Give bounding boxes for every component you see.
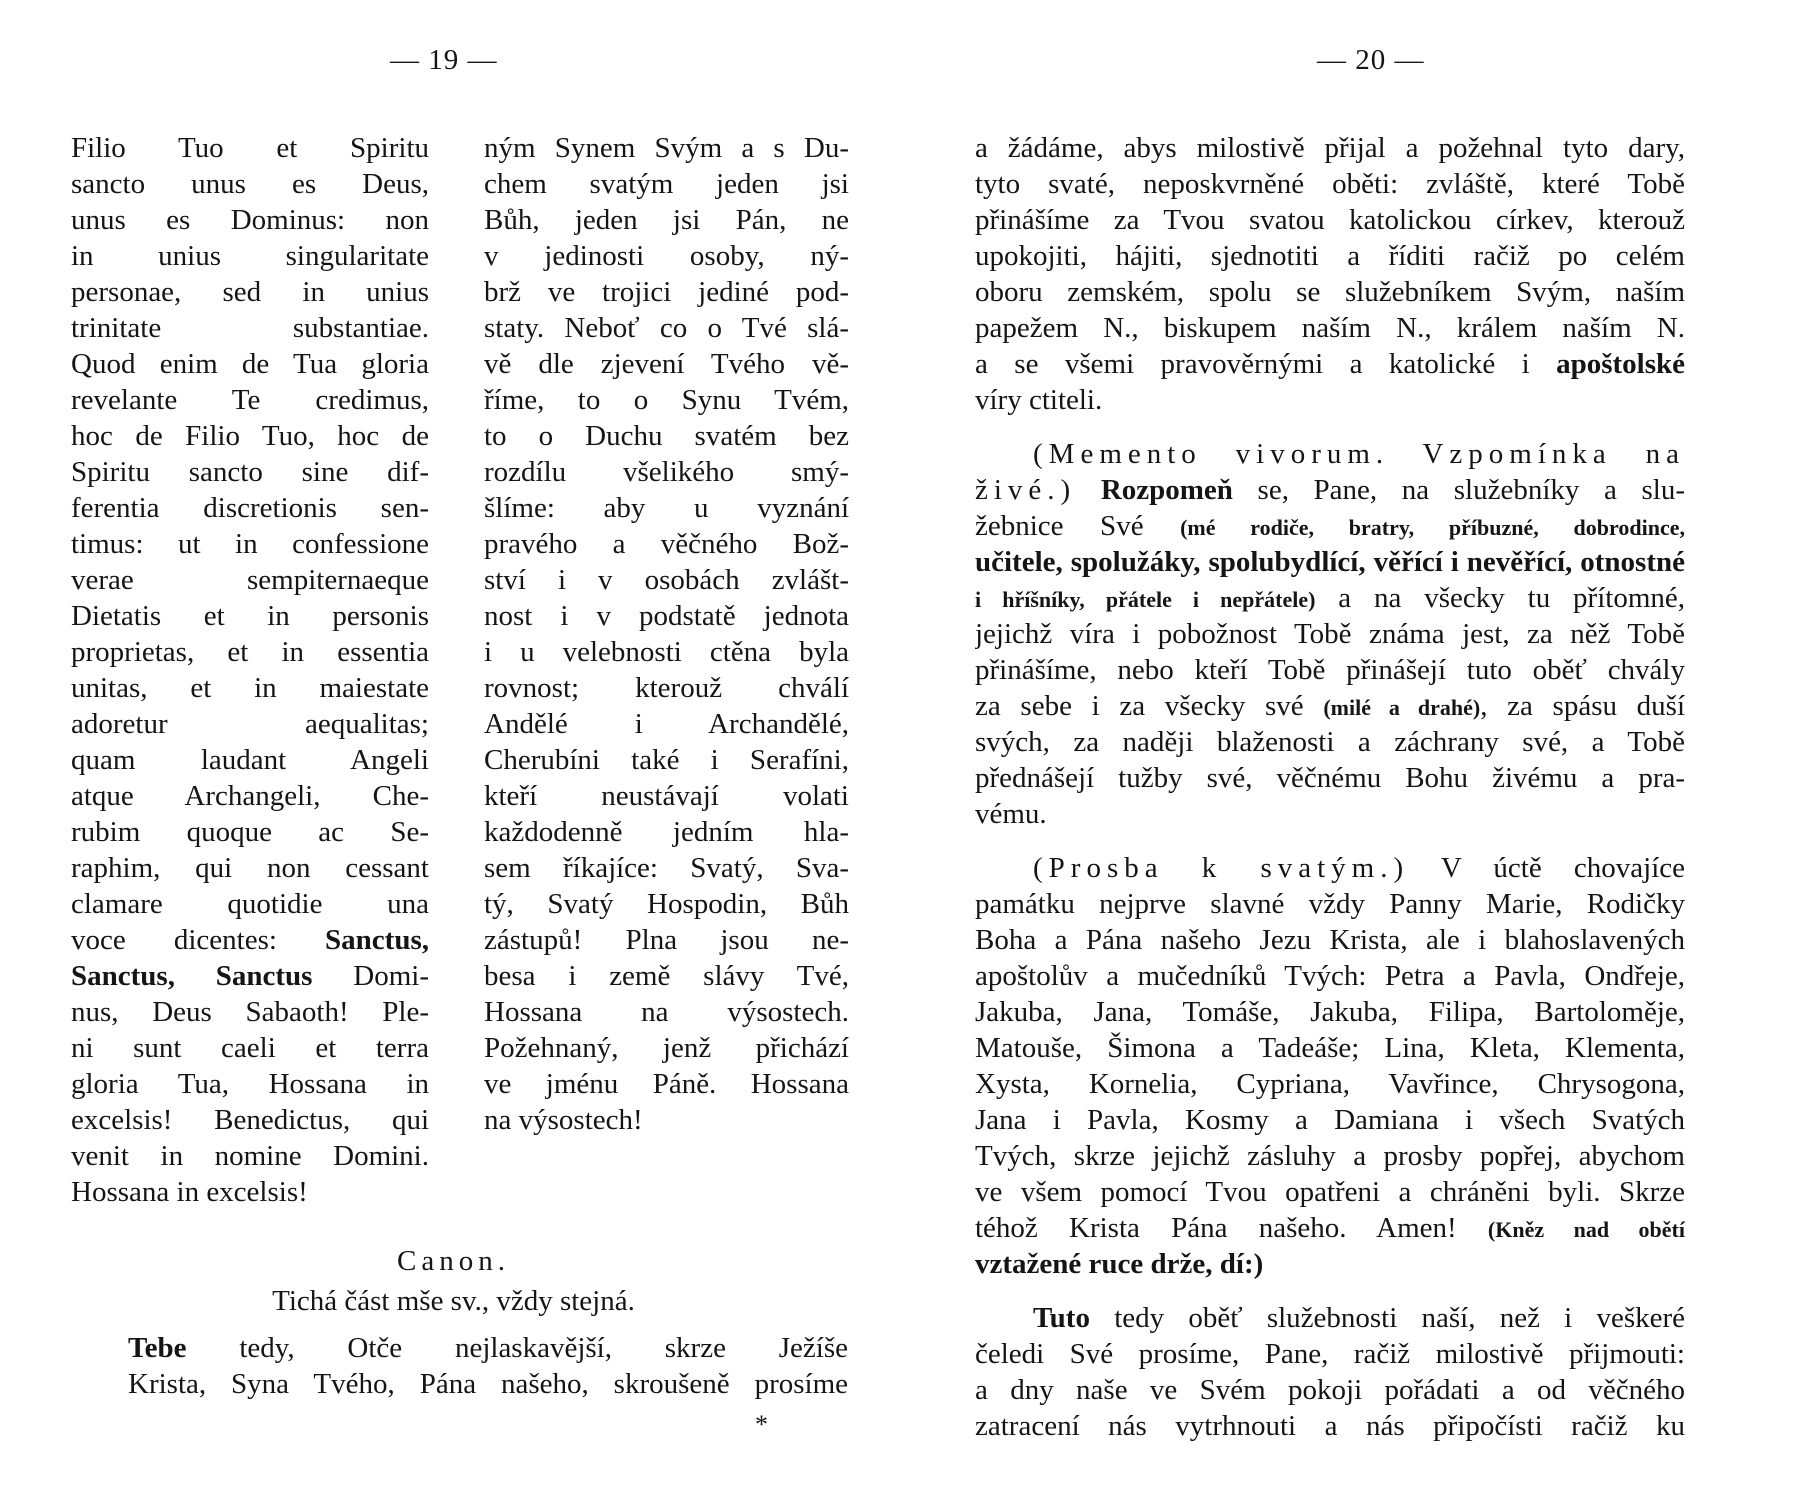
text-line: atque Archangeli, Che- [71, 780, 429, 812]
text-line: ve jménu Páně. Hossana [484, 1068, 849, 1100]
text-line: zástupů! Plna jsou ne- [484, 924, 849, 956]
sanctus-bold: Sanctus, Sanctus [71, 960, 313, 992]
text-line [975, 472, 1685, 508]
page-number: — 19 — [390, 44, 498, 76]
right-text-column [975, 130, 1685, 1444]
text-line: památku nejprve slavné vždy Panny Marie, Rodičky [975, 888, 1685, 920]
text-run: Domi- [353, 960, 429, 992]
rubric: vztažené ruce drže, dí:) [975, 1248, 1264, 1280]
section-heading: (Memento vivorum. Vzpomínka na [1033, 438, 1685, 470]
paragraph-gap [975, 1282, 1685, 1300]
text-line: rubim quoque ac Se- [71, 816, 429, 848]
text-run: a se všemi pravověrnými a katolické i [975, 348, 1530, 380]
text-line: revelante Te credimus, [71, 384, 429, 416]
drop-word: Tuto [1033, 1302, 1090, 1334]
text-line: brž ve trojici jediné pod- [484, 276, 849, 308]
text-line: kteří neustávají volati [484, 780, 849, 812]
text-line: quam laudant Angeli [71, 744, 429, 776]
text-line [975, 508, 1685, 544]
text-line: svých, za naději blaženosti a záchrany své, a Tobě [975, 726, 1685, 758]
text-line: pravého a věčného Bož- [484, 528, 849, 560]
text-line [975, 436, 1685, 472]
text-line: raphim, qui non cessant [71, 852, 429, 884]
text-line: proprietas, et in essentia [71, 636, 429, 668]
text-line: rozdílu všelikého smý- [484, 456, 849, 488]
text-line: víry ctiteli. [975, 384, 1103, 416]
text-line: ve všem pomocí Tvou opatřeni a chráněni byli. Skrze [975, 1176, 1685, 1208]
text-line: přinášíme, nebo kteří Tobě přinášejí tuto oběť chvály [975, 654, 1685, 686]
paragraph-gap [975, 832, 1685, 850]
text-line: nus, Deus Sabaoth! Ple- [71, 996, 429, 1028]
text-line: clamare quotidie una [71, 888, 429, 920]
text-line: i u velebnosti ctěna byla [484, 636, 849, 668]
text-line: apoštolův a mučedníků Tvých: Petra a Pavla, Ondřeje, [975, 960, 1685, 992]
section-heading: živé.) [975, 474, 1077, 506]
latin-column [71, 130, 429, 1210]
canon-subheading: Tichá část mše sv., vždy stejná. [272, 1285, 635, 1317]
text-line: Jana i Pavla, Kosmy a Damiana i všech Svatých [975, 1104, 1685, 1136]
text-line: Hossana in excelsis! [71, 1176, 308, 1208]
bold-word: apoštolské [1556, 348, 1685, 380]
rubric: (mé rodiče, bratry, příbuzné, dobrodince, [1180, 515, 1685, 540]
paragraph-gap [975, 418, 1685, 436]
rubric: (Kněz nad obětí [1487, 1217, 1685, 1242]
text-line [71, 922, 429, 958]
text-line: unus es Dominus: non [71, 204, 429, 236]
text-run: tedy oběť služebnosti naší, než i veškeré [1089, 1302, 1685, 1334]
text-line: to o Duchu svatém bez [484, 420, 849, 452]
text-line [975, 850, 1685, 886]
text-line: chem svatým jeden jsi [484, 168, 849, 200]
text-line [975, 580, 1685, 616]
sanctus-bold: Sanctus, [325, 924, 429, 956]
text-line: papežem N., biskupem naším N., králem naším N. [975, 312, 1685, 344]
text-line: a žádáme, abys milostivě přijal a požehnal tyto dary, [975, 132, 1685, 164]
text-line: sancto unus es Deus, [71, 168, 429, 200]
text-line: Boha a Pána našeho Jezu Krista, ale i blahoslavených [975, 924, 1685, 956]
text-run: a na všecky tu přítomné, [1315, 582, 1685, 614]
text-run: V úctě chovajíce [1409, 852, 1685, 884]
text-line: ferentia discretionis sen- [71, 492, 429, 524]
text-line: sem říkajíce: Svatý, Sva- [484, 852, 849, 884]
text-line: tyto svaté, neposkvrněné oběti: zvláště, které Tobě [975, 168, 1685, 200]
text-line [975, 688, 1685, 724]
page-number: — 20 — [1317, 44, 1425, 76]
text-line: vě dle zjevení Tvého vě- [484, 348, 849, 380]
text-run: žebnice Své [975, 510, 1181, 542]
canon-paragraph [128, 1330, 848, 1402]
text-line: šlíme: aby u vyznání [484, 492, 849, 524]
text-line: oboru zemském, spolu se služebníkem Svým, naším [975, 276, 1685, 308]
text-line: timus: ut in confessione [71, 528, 429, 560]
text-line: Tvých, skrze jejichž zásluhy a prosby popřej, abychom [975, 1140, 1685, 1172]
text-line: personae, sed in unius [71, 276, 429, 308]
text-run: voce dicentes: [71, 924, 277, 956]
text-line: staty. Neboť co o Tvé slá- [484, 312, 849, 344]
text-line: v jedinosti osoby, ný- [484, 240, 849, 272]
text-line: každodenně jedním hla- [484, 816, 849, 848]
text-line: vému. [975, 798, 1047, 830]
text-line: Matouše, Šimona a Tadeáše; Lina, Kleta, Klementa, [975, 1032, 1685, 1064]
text-line: upokojiti, hájiti, sjednotiti a říditi račiž po celém [975, 240, 1685, 272]
text-line: in unius singularitate [71, 240, 429, 272]
text-line: Filio Tuo et Spiritu [71, 132, 429, 164]
text-line: ství i v osobách zvlášt- [484, 564, 849, 596]
czech-column [484, 130, 849, 1138]
text-line: čeledi Své prosíme, Pane, račiž milostivě přijmouti: [975, 1338, 1685, 1370]
text-line: verae sempiternaeque [71, 564, 429, 596]
drop-word: Tebe [128, 1332, 187, 1364]
text-line: venit in nomine Domini. [71, 1140, 429, 1172]
rubric: učitele, spolužáky, spolubydlící, věřící i nevěřící, otnostné [975, 546, 1685, 578]
text-line: zatracení nás vytrhnouti a nás připočísti račiž ku [975, 1410, 1685, 1442]
text-line: ni sunt caeli et terra [71, 1032, 429, 1064]
text-line: Spiritu sancto sine dif- [71, 456, 429, 488]
text-line: ným Synem Svým a s Du- [484, 132, 849, 164]
text-run: za sebe i za všecky své [975, 690, 1324, 722]
text-line: Požehnaný, jenž přichází [484, 1032, 849, 1064]
text-line [128, 1330, 848, 1366]
text-line: rovnost; kterouž chválí [484, 672, 849, 704]
right-page [907, 0, 1814, 1500]
text-line: říme, to o Synu Tvém, [484, 384, 849, 416]
text-line: hoc de Filio Tuo, hoc de [71, 420, 429, 452]
text-run: , za spásu duší [1480, 690, 1685, 722]
text-line: na výsostech! [484, 1104, 643, 1136]
text-line: přinášíme za Tvou svatou katolickou církev, kterouž [975, 204, 1685, 236]
text-line: Xysta, Kornelia, Cypriana, Vavřince, Chrysogona, [975, 1068, 1685, 1100]
text-line: Andělé i Archandělé, [484, 708, 849, 740]
text-run: téhož Krista Pána našeho. Amen! [975, 1212, 1488, 1244]
text-line: adoretur aequalitas; [71, 708, 429, 740]
canon-heading: Canon. [397, 1245, 510, 1277]
text-run: se, Pane, na služebníky a slu- [1232, 474, 1685, 506]
text-line: besa i země slávy Tvé, [484, 960, 849, 992]
rubric: (milé a drahé) [1323, 695, 1481, 720]
drop-word: Rozpomeň [1100, 474, 1233, 506]
text-line: Bůh, jeden jsi Pán, ne [484, 204, 849, 236]
text-line: Quod enim de Tua gloria [71, 348, 429, 380]
text-line: nost i v podstatě jednota [484, 600, 849, 632]
text-run: tedy, Otče nejlaskavější, skrze Ježíše [186, 1332, 848, 1364]
text-line: jejichž víra i pobožnost Tobě známa jest, za něž Tobě [975, 618, 1685, 650]
text-line: Jakuba, Jana, Tomáše, Jakuba, Filipa, Bartoloměje, [975, 996, 1685, 1028]
text-line: unitas, et in maiestate [71, 672, 429, 704]
text-line: přednášejí tužby své, věčnému Bohu živému a pra- [975, 762, 1685, 794]
text-line: gloria Tua, Hossana in [71, 1068, 429, 1100]
rubric: i hříšníky, přátele i nepřátele) [975, 587, 1316, 612]
text-line [975, 346, 1685, 382]
text-line: Cherubíni také i Serafíni, [484, 744, 849, 776]
signature-mark: * [755, 1410, 768, 1439]
text-line: a dny naše ve Svém pokoji pořádati a od věčného [975, 1374, 1685, 1406]
text-line: trinitate substantiae. [71, 312, 429, 344]
text-line: tý, Svatý Hospodin, Bůh [484, 888, 849, 920]
section-heading: (Prosba k svatým.) [1033, 852, 1410, 884]
text-line: Hossana na výsostech. [484, 996, 849, 1028]
text-line [975, 1300, 1685, 1336]
text-line: excelsis! Benedictus, qui [71, 1104, 429, 1136]
text-line [71, 958, 429, 994]
text-line [975, 1210, 1685, 1246]
text-line: Dietatis et in personis [71, 600, 429, 632]
text-line: Krista, Syna Tvého, Pána našeho, skroušeně prosíme [128, 1368, 848, 1400]
